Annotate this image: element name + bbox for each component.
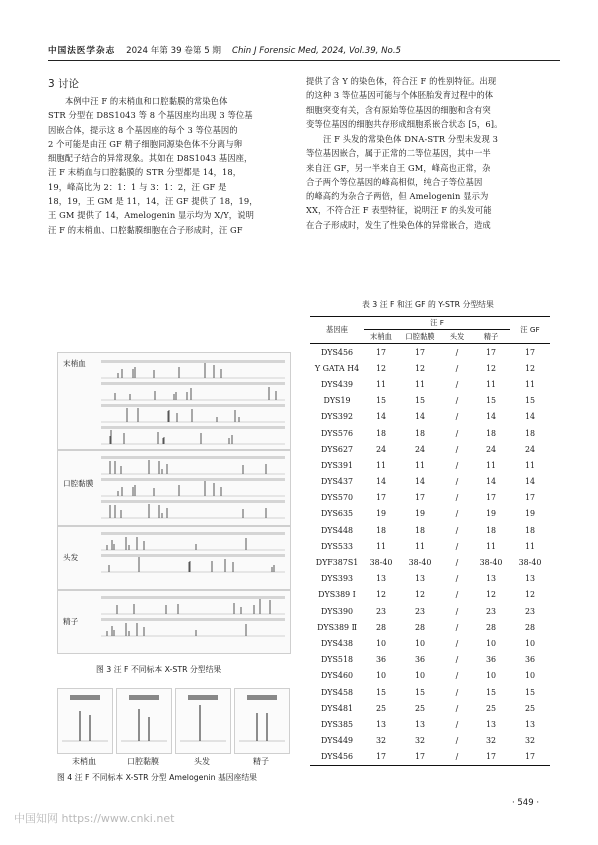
allele-cell: 11 <box>524 541 536 551</box>
journal-name-cn: 中国法医学杂志 <box>48 46 116 56</box>
allele-cell: / <box>455 574 459 584</box>
trace-marker-bar <box>101 554 285 557</box>
allele-cell: 11 <box>485 460 497 470</box>
allele-cell: 17 <box>375 347 387 357</box>
table-row <box>310 619 550 635</box>
allele-cell: 12 <box>375 363 387 373</box>
locus-cell: DYS458 <box>320 687 353 697</box>
table-3-caption: 表 3 汪 F 和汪 GF 的 Y-STR 分型结果 <box>362 300 494 309</box>
allele-cell: 18 <box>524 428 536 438</box>
allele-cell: 13 <box>485 719 497 729</box>
allele-cell: 38-40 <box>408 558 432 568</box>
allele-cell: 14 <box>524 412 536 422</box>
allele-cell: 24 <box>524 444 536 454</box>
figure-4 <box>57 688 289 768</box>
allele-cell: 17 <box>398 749 442 766</box>
table-row <box>310 425 550 441</box>
trace-marker-bar <box>101 596 285 599</box>
allele-cell: 14 <box>485 477 497 487</box>
table-row <box>310 668 550 684</box>
locus-cell: DYS627 <box>320 444 353 454</box>
allele-cell: 18 <box>375 428 387 438</box>
table-row <box>310 344 550 361</box>
cnki-watermark: 中国知网 https://www.cnki.net <box>14 812 175 825</box>
locus-cell: DYS481 <box>320 703 353 713</box>
trace-marker-bar <box>101 456 285 459</box>
text-line: 18，19，王 GM 是 11，14，汪 GF 提供了 18，19， <box>48 196 258 207</box>
table-row <box>310 490 550 506</box>
allele-cell: 17 <box>485 493 497 503</box>
figure-4-caption: 图 4 汪 F 不同标本 X-STR 分型 Amelogenin 基因座结果 <box>57 773 257 782</box>
table-row <box>310 700 550 716</box>
allele-cell: 12 <box>524 590 536 600</box>
text-line: 本例中汪 F 的末梢血和口腔黏膜的常染色体 <box>65 96 228 106</box>
allele-cell: / <box>455 606 459 616</box>
page-number: · 549 · <box>512 798 540 808</box>
table-row <box>310 571 550 587</box>
text-line: 细胞突变有关，含有原始等位基因的细胞和含有突 <box>306 104 491 115</box>
amelogenin-panel-oral <box>116 688 172 754</box>
header-gf: 汪 GF <box>510 317 550 344</box>
allele-cell: 38-40 <box>369 558 393 568</box>
table-row <box>310 376 550 392</box>
locus-cell: DYS456 <box>320 347 353 357</box>
allele-cell: 10 <box>524 671 536 681</box>
text-line: STR 分型在 D8S1043 等 8 个基因座均出现 3 等位基 <box>48 110 253 121</box>
trace-marker-bar <box>101 618 285 621</box>
text-line: 汪 F 头发的常染色体 DNA-STR 分型未发现 3 <box>323 134 498 144</box>
allele-cell: 18 <box>414 525 426 535</box>
allele-cell: / <box>455 509 459 519</box>
allele-cell: / <box>455 396 459 406</box>
allele-cell: 19 <box>524 509 536 519</box>
trace-marker-bar <box>101 532 285 535</box>
allele-cell: 11 <box>375 541 387 551</box>
trace-marker-bar <box>101 382 285 385</box>
allele-cell: 11 <box>414 379 426 389</box>
subheader-oral: 口腔黏膜 <box>398 330 442 344</box>
locus-cell: DYS449 <box>320 736 353 746</box>
table-row <box>310 538 550 554</box>
table-row <box>310 635 550 651</box>
allele-cell: 14 <box>414 412 426 422</box>
allele-cell: 17 <box>485 347 497 357</box>
allele-cell: 12 <box>375 590 387 600</box>
y-str-table <box>310 316 550 766</box>
allele-cell: 10 <box>414 638 426 648</box>
allele-cell: 32 <box>375 736 387 746</box>
locus-cell: DYS576 <box>320 428 353 438</box>
allele-cell: / <box>455 687 459 697</box>
allele-cell: / <box>455 444 459 454</box>
allele-cell: / <box>455 638 459 648</box>
allele-cell: 11 <box>375 460 387 470</box>
locus-cell: Y GATA H4 <box>314 363 360 373</box>
allele-cell: 25 <box>414 703 426 713</box>
allele-cell: / <box>455 558 459 568</box>
locus-cell: DYS448 <box>320 525 353 535</box>
text-line: 汪 F 末梢血与口腔黏膜的 STR 分型都是 14，18， <box>48 167 242 178</box>
allele-cell: / <box>442 749 472 766</box>
allele-cell: 12 <box>414 590 426 600</box>
locus-cell: DYS389 Ⅰ <box>318 590 356 600</box>
allele-cell: 18 <box>485 428 497 438</box>
text-line: 2 个可能是由汪 GF 精子细胞同源染色体不分离与卵 <box>48 138 243 149</box>
allele-cell: 12 <box>524 363 536 373</box>
amelogenin-panel-hair <box>175 688 231 754</box>
subheader-blood: 末梢血 <box>364 330 398 344</box>
allele-cell: 13 <box>485 574 497 584</box>
allele-cell: 13 <box>414 574 426 584</box>
table-row <box>310 652 550 668</box>
allele-cell: 11 <box>414 460 426 470</box>
amelogenin-label-hair: 头发 <box>194 757 210 766</box>
locus-cell: DYS533 <box>320 541 353 551</box>
locus-cell: DYS392 <box>320 412 353 422</box>
table-row <box>310 506 550 522</box>
table-row <box>310 409 550 425</box>
allele-cell: 24 <box>375 444 387 454</box>
text-line: 的峰高约为杂合子两倍，但 Amelogenin 显示为 <box>306 191 489 202</box>
table-body <box>310 344 550 766</box>
allele-cell: 10 <box>414 671 426 681</box>
allele-cell: 23 <box>485 606 497 616</box>
section-title: 3 讨论 <box>48 78 80 90</box>
text-line: 的这种 3 等位基因可能与个体胚胎发育过程中的体 <box>306 90 494 101</box>
locus-cell: DYS393 <box>320 574 353 584</box>
allele-cell: / <box>455 428 459 438</box>
allele-cell: 18 <box>375 525 387 535</box>
amelogenin-peaks-xy <box>58 689 112 753</box>
table-row <box>310 716 550 732</box>
allele-cell: 17 <box>472 749 510 766</box>
allele-cell: 13 <box>375 574 387 584</box>
allele-cell: 17 <box>524 347 536 357</box>
subheader-hair: 头发 <box>442 330 472 344</box>
locus-cell: DYS439 <box>320 379 353 389</box>
allele-cell: 23 <box>524 606 536 616</box>
allele-cell: 10 <box>485 671 497 681</box>
allele-cell: 17 <box>510 749 550 766</box>
locus-cell: DYF387S1 <box>315 558 359 568</box>
allele-cell: / <box>455 363 459 373</box>
allele-cell: / <box>455 671 459 681</box>
allele-cell: 12 <box>485 363 497 373</box>
allele-cell: 25 <box>524 703 536 713</box>
subheader-sperm: 精子 <box>472 330 510 344</box>
locus-cell: DYS570 <box>320 493 353 503</box>
text-line: 王 GM 提供了 14，Amelogenin 显示均为 X/Y，说明 <box>48 210 254 221</box>
locus-cell: DYS19 <box>323 396 351 406</box>
allele-cell: 11 <box>485 541 497 551</box>
panel-label-hair: 头发 <box>63 553 79 562</box>
allele-cell: 14 <box>375 477 387 487</box>
table-row <box>310 733 550 749</box>
allele-cell: 15 <box>524 687 536 697</box>
allele-cell: / <box>455 541 459 551</box>
table-row <box>310 554 550 570</box>
allele-cell: 15 <box>414 396 426 406</box>
allele-cell: 11 <box>524 460 536 470</box>
trace-marker-bar <box>101 478 285 481</box>
allele-cell: 36 <box>485 655 497 665</box>
issue-cn: 2024 年第 39 卷第 5 期 <box>126 46 222 56</box>
allele-cell: 17 <box>414 347 426 357</box>
allele-cell: / <box>455 493 459 503</box>
allele-cell: / <box>455 379 459 389</box>
locus-cell: DYS460 <box>320 671 353 681</box>
locus-cell: DYS391 <box>320 460 353 470</box>
allele-cell: 23 <box>375 606 387 616</box>
allele-cell: 10 <box>485 638 497 648</box>
allele-cell: 14 <box>485 412 497 422</box>
allele-cell: 18 <box>414 428 426 438</box>
electropherogram-traces <box>57 352 289 652</box>
text-line: 合子两个等位基因的峰高相似，纯合子等位基因 <box>306 176 483 187</box>
allele-cell: 10 <box>375 638 387 648</box>
trace-marker-bar <box>101 360 285 363</box>
allele-cell: 28 <box>375 622 387 632</box>
running-header <box>48 44 560 56</box>
allele-cell: 11 <box>414 541 426 551</box>
right-paragraph-1 <box>306 74 550 131</box>
allele-cell: 32 <box>485 736 497 746</box>
locus-cell: DYS390 <box>320 606 353 616</box>
allele-cell: 15 <box>485 687 497 697</box>
allele-cell: 28 <box>414 622 426 632</box>
allele-cell: 14 <box>524 477 536 487</box>
allele-cell: 25 <box>485 703 497 713</box>
allele-cell: 28 <box>485 622 497 632</box>
amelogenin-peaks-xx <box>176 689 230 753</box>
figure-3 <box>57 352 289 652</box>
allele-cell: 14 <box>375 412 387 422</box>
allele-cell: 36 <box>414 655 426 665</box>
allele-cell: 13 <box>524 719 536 729</box>
allele-cell: / <box>455 460 459 470</box>
allele-cell: 24 <box>485 444 497 454</box>
table-row <box>310 603 550 619</box>
locus-cell: DYS438 <box>320 638 353 648</box>
allele-cell: 18 <box>524 525 536 535</box>
table-row <box>310 441 550 457</box>
trace-marker-bar <box>101 404 285 407</box>
header-group-f: 汪 F <box>364 317 510 330</box>
allele-cell: 14 <box>414 477 426 487</box>
trace-marker-bar <box>101 426 285 429</box>
amelogenin-panel-blood <box>57 688 113 754</box>
panel-label-blood: 末梢血 <box>63 359 86 368</box>
allele-cell: / <box>455 347 459 357</box>
allele-cell: 17 <box>364 749 398 766</box>
allele-cell: 19 <box>375 509 387 519</box>
allele-cell: 19 <box>414 509 426 519</box>
panel-label-oral: 口腔黏膜 <box>63 479 94 488</box>
text-line: 在合子形成时，发生了性染色体的异常嵌合，造成 <box>306 219 491 230</box>
table-row <box>310 360 550 376</box>
allele-cell: 24 <box>414 444 426 454</box>
allele-cell: 13 <box>414 719 426 729</box>
allele-cell: 18 <box>485 525 497 535</box>
allele-cell: / <box>455 412 459 422</box>
amelogenin-panel-sperm <box>234 688 290 754</box>
panel-label-sperm: 精子 <box>63 617 79 626</box>
allele-cell: 38-40 <box>479 558 503 568</box>
text-line: 细胞配子结合的异常现象。其如在 D8S1043 基因座， <box>48 153 253 164</box>
text-line: 因嵌合体，提示这 8 个基因座的每个 3 等位基因的 <box>48 124 238 135</box>
allele-cell: / <box>455 477 459 487</box>
header-locus: 基因座 <box>310 317 364 344</box>
allele-cell: 32 <box>414 736 426 746</box>
locus-cell: DYS437 <box>320 477 353 487</box>
allele-cell: 12 <box>485 590 497 600</box>
amelogenin-peaks-xy <box>235 689 289 753</box>
figure-3-caption: 图 3 汪 F 不同标本 X-STR 分型结果 <box>96 665 222 674</box>
allele-cell: 17 <box>375 493 387 503</box>
locus-cell: DYS456 <box>310 749 364 766</box>
allele-cell: 23 <box>414 606 426 616</box>
table-row <box>310 587 550 603</box>
allele-cell: / <box>455 719 459 729</box>
text-line: 汪 F 的末梢血、口腔黏膜细胞在合子形成时，汪 GF <box>48 224 243 235</box>
allele-cell: 12 <box>414 363 426 373</box>
allele-cell: 11 <box>524 379 536 389</box>
allele-cell: 15 <box>414 687 426 697</box>
allele-cell: / <box>455 703 459 713</box>
allele-cell: 13 <box>375 719 387 729</box>
allele-cell: 13 <box>524 574 536 584</box>
allele-cell: / <box>455 655 459 665</box>
right-paragraph-2 <box>306 132 550 232</box>
allele-cell: 11 <box>375 379 387 389</box>
allele-cell: / <box>455 736 459 746</box>
locus-cell: DYS635 <box>320 509 353 519</box>
allele-cell: / <box>455 590 459 600</box>
allele-cell: 15 <box>524 396 536 406</box>
text-line: 19，峰高比为 2：1：1 与 3：1：2，汪 GF 是 <box>48 181 227 192</box>
allele-cell: 17 <box>414 493 426 503</box>
allele-cell: 32 <box>524 736 536 746</box>
locus-cell: DYS389 Ⅱ <box>317 622 357 632</box>
journal-name-en: Chin J Forensic Med, 2024, Vol.39, No.5 <box>231 46 402 56</box>
allele-cell: 25 <box>375 703 387 713</box>
allele-cell: / <box>455 622 459 632</box>
allele-cell: 36 <box>375 655 387 665</box>
table-row <box>310 684 550 700</box>
allele-cell: 10 <box>524 638 536 648</box>
text-line: 提供了含 Y 的染色体，符合汪 F 的性别特征。出现 <box>306 76 497 86</box>
allele-cell: 17 <box>524 493 536 503</box>
trace-marker-bar <box>101 500 285 503</box>
text-line: XX，不符合汪 F 表型特征，说明汪 F 的头发可能 <box>306 205 492 216</box>
allele-cell: 36 <box>524 655 536 665</box>
allele-cell: 10 <box>375 671 387 681</box>
allele-cell: 38-40 <box>518 558 542 568</box>
table-row <box>310 474 550 490</box>
locus-cell: DYS385 <box>320 719 353 729</box>
table-row <box>310 522 550 538</box>
allele-cell: 28 <box>524 622 536 632</box>
text-line: 来自汪 GF，另一半来自王 GM，峰高也正常，杂 <box>306 162 491 173</box>
allele-cell: 11 <box>485 379 497 389</box>
amelogenin-label-blood: 末梢血 <box>72 757 96 766</box>
allele-cell: 15 <box>375 396 387 406</box>
allele-cell: / <box>455 525 459 535</box>
table-row <box>310 393 550 409</box>
header-rule <box>48 60 560 61</box>
text-line: 变等位基因的细胞共存形成细胞系嵌合状态 [5，6]。 <box>306 118 503 129</box>
allele-cell: 19 <box>485 509 497 519</box>
table-row <box>310 457 550 473</box>
table-row <box>310 749 550 766</box>
text-line: 等位基因嵌合，属于正常的二等位基因，其中一半 <box>306 148 491 159</box>
locus-cell: DYS518 <box>320 655 353 665</box>
amelogenin-label-oral: 口腔黏膜 <box>127 757 159 766</box>
allele-cell: 15 <box>485 396 497 406</box>
amelogenin-peaks-xy <box>117 689 171 753</box>
allele-cell: 15 <box>375 687 387 697</box>
left-paragraph <box>48 94 292 237</box>
amelogenin-label-sperm: 精子 <box>253 757 269 766</box>
